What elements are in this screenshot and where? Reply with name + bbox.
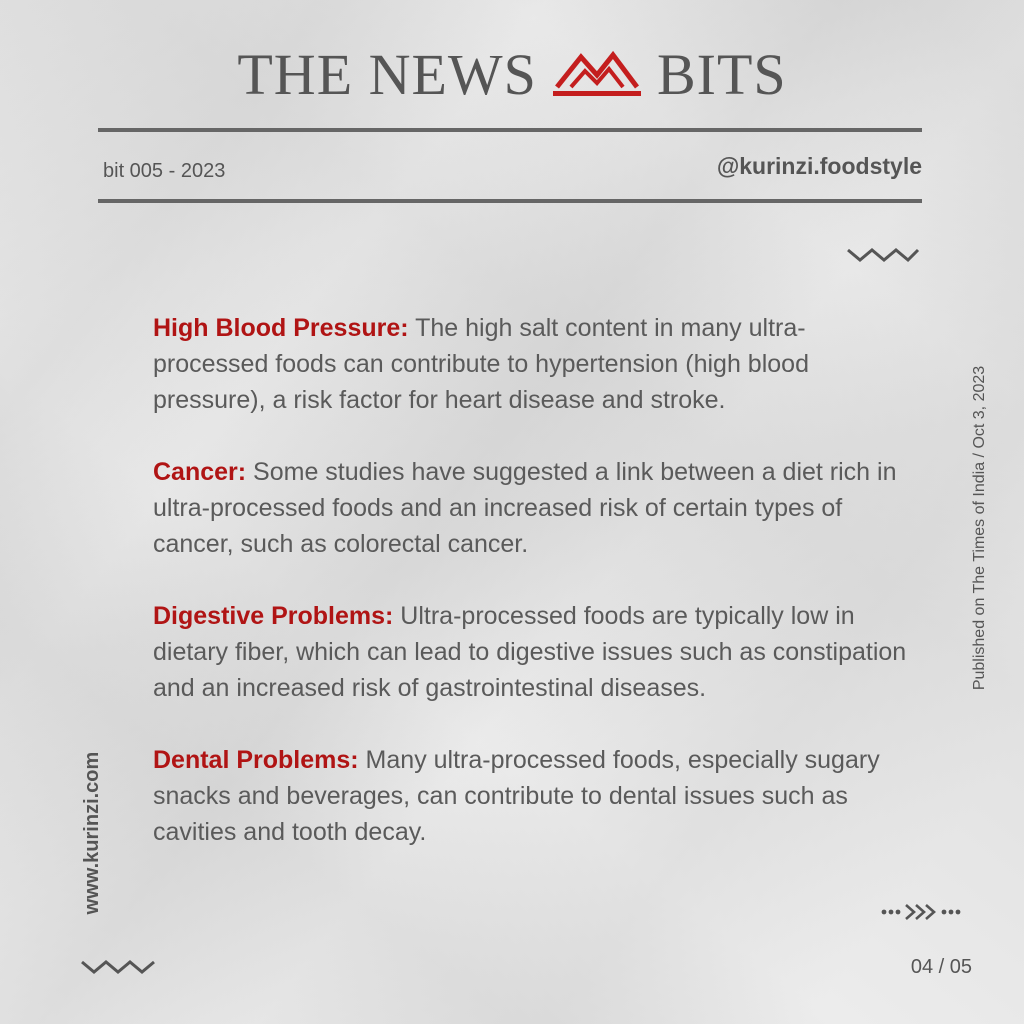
- item-title: Dental Problems:: [153, 746, 359, 774]
- header-rule-bottom: [98, 199, 922, 203]
- mountain-logo-icon: [551, 47, 643, 103]
- item-title: High Blood Pressure:: [153, 314, 409, 342]
- social-handle: @kurinzi.foodstyle: [716, 153, 922, 179]
- item-body: The high salt content in many ultra-processed foods can contribute to hypertension (high blood pressure), a risk factor for heart disease and stroke.: [153, 314, 809, 414]
- list-item: [153, 310, 913, 418]
- issue-label: bit 005 - 2023: [103, 160, 226, 182]
- source-credit: Published on The Times of India / Oct 3, 2023: [971, 365, 988, 691]
- list-item: [153, 598, 913, 706]
- item-body: Many ultra-processed foods, especially sugary snacks and beverages, can contribute to dental issues such as cavities and tooth decay.: [153, 746, 880, 846]
- zigzag-decoration-icon: [80, 956, 160, 976]
- masthead-word-left: THE NEWS: [237, 42, 537, 107]
- item-body: Some studies have suggested a link between a diet rich in ultra-processed foods and an increased risk of certain types of cancer, such as colorectal cancer.: [153, 458, 897, 558]
- next-arrows-icon[interactable]: [880, 902, 974, 922]
- header-rule-top: [98, 128, 922, 132]
- article-body: [153, 310, 913, 886]
- masthead-word-right: BITS: [656, 42, 787, 107]
- item-body: Ultra-processed foods are typically low in dietary fiber, which can lead to digestive issues such as constipation and an increased risk of gastrointestinal diseases.: [153, 602, 907, 702]
- item-title: Cancer:: [153, 458, 247, 486]
- masthead: [0, 40, 1024, 110]
- list-item: [153, 454, 913, 562]
- zigzag-decoration-icon: [846, 244, 920, 264]
- website-url[interactable]: www.kurinzi.com: [81, 751, 103, 915]
- item-title: Digestive Problems:: [153, 602, 394, 630]
- list-item: [153, 742, 913, 850]
- page-indicator: 04 / 05: [910, 956, 972, 978]
